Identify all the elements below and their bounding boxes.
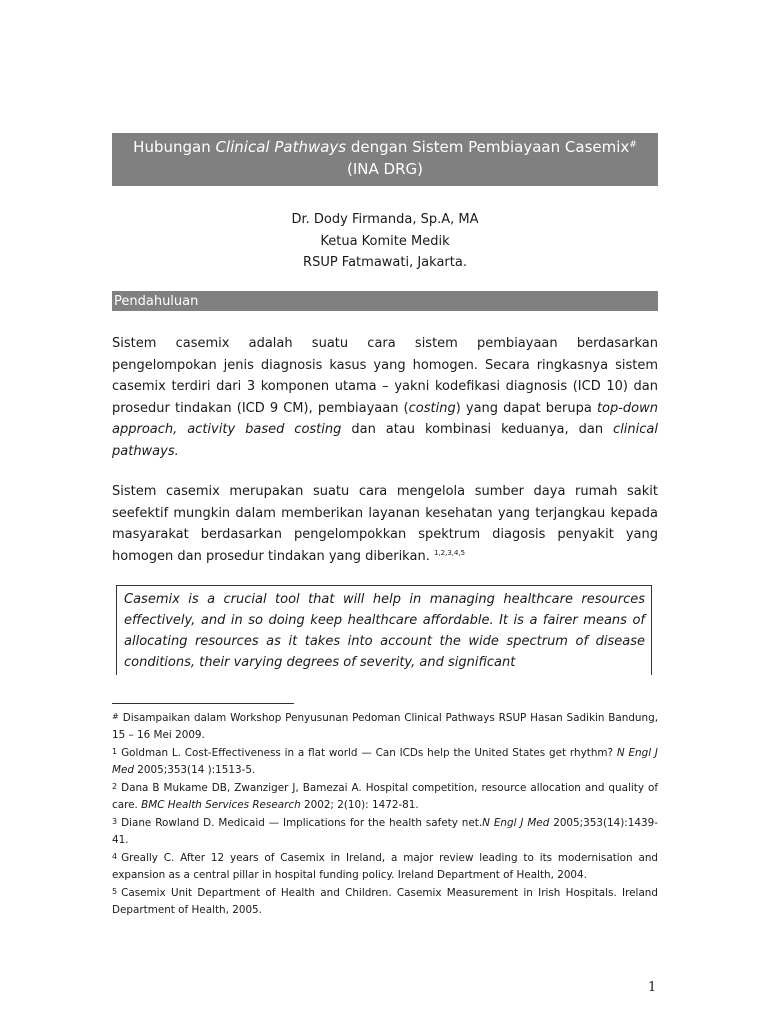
footnote-journal: BMC Health Services Research [141, 798, 301, 811]
p1-italic-3: clinical pathways. [112, 422, 658, 459]
footnote-citation: 2005;353(14 ):1513-5. [133, 763, 256, 776]
footnote-divider [112, 703, 294, 704]
footnote-mark: 2 [112, 782, 118, 791]
footnote-mark: 4 [112, 852, 118, 861]
quote-box [116, 585, 652, 675]
p1-text-1: Sistem casemix adalah suatu cara sistem pembiayaan berdasarkan pengelompokan jenis diagnosis kasus yang homogen. Secara ringkasnya sistem casemix terdiri dari 3 komponen utama – yakni kodefikasi diagnosis (ICD 10) dan prosedur tindakan (ICD 9 CM), pembiayaan ( [112, 336, 658, 416]
footnote-text: Dana B Mukame DB, Zwanziger J, Bamezai A. Hospital competition, resource allocation and quality of care. [112, 782, 658, 811]
title-suffix: dengan Sistem Pembiayaan Casemix [346, 138, 630, 156]
p2-text: Sistem casemix merupakan suatu cara mengelola sumber daya rumah sakit seefektif mungkin dalam memberikan layanan kesehatan yang terjangkau kepada masyarakat berdasarkan pengelompokkan spektrum diagosis penyakit yang homogen dan prosedur tindakan yang diberikan. [112, 484, 658, 564]
footnote-text: Casemix Unit Department of Health and Children. Casemix Measurement in Irish Hospitals. Ireland Department of Health, 2005. [112, 887, 658, 916]
footnote-text: Goldman L. Cost-Effectiveness in a flat world — Can ICDs help the United States get rhythm? [121, 747, 617, 759]
page-number: 1 [648, 980, 657, 995]
p1-italic-1: costing [408, 400, 456, 416]
footnotes [112, 710, 658, 920]
footnote-text: Greally C. After 12 years of Casemix in Ireland, a major review leading to its modernisation and expansion as a central pillar in hospital funding policy. Ireland Department of Health, 2004. [112, 852, 658, 881]
title-line-1 [112, 136, 658, 158]
p1-italic-2: top-down approach, activity based costing [112, 400, 659, 437]
footnote-journal: N Engl J Med [112, 747, 658, 776]
author-name: Dr. Dody Firmanda, Sp.A, MA [291, 212, 479, 227]
footnote-mark: # [112, 712, 119, 721]
author-position: Ketua Komite Medik [320, 233, 450, 249]
p1-text-2: ) yang dapat berupa [455, 400, 597, 416]
footnote-text: Disampaikan dalam Workshop Penyusunan Pedoman Clinical Pathways RSUP Hasan Sadikin Bandung, 15 – 16 Mei 2009. [112, 712, 658, 741]
footnote-item [112, 815, 658, 848]
p2-references: 1,2,3,4,5 [433, 548, 466, 557]
section-heading: Pendahuluan [112, 291, 658, 311]
quote-text: Casemix is a crucial tool that will help in managing healthcare resources effectively, and in so doing keep healthcare affordable. It is a fairer means of allocating resources as it takes into account the wide spectrum of disease conditions, their varying degrees of severity, and significant [124, 592, 645, 670]
footnote-item [112, 745, 658, 778]
footnote-citation: 2002; 2(10): 1472-81. [300, 798, 419, 811]
footnote-item [112, 780, 658, 813]
author-block [112, 209, 658, 274]
footnote-mark: 1 [112, 747, 118, 756]
footnote-citation: 2005;353(14):1439-41. [112, 817, 659, 846]
footnote-mark: 5 [112, 887, 118, 896]
paragraph-1 [112, 333, 658, 462]
footnote-journal: N Engl J Med [482, 817, 550, 829]
author-institution: RSUP Fatmawati, Jakarta. [303, 255, 467, 270]
footnote-item [112, 710, 658, 743]
paragraph-2 [112, 481, 658, 567]
title-footnote-mark: # [629, 140, 637, 150]
document-title [112, 133, 658, 186]
title-prefix: Hubungan [133, 138, 216, 156]
title-line-2: (INA DRG) [347, 160, 423, 178]
footnote-mark: 3 [112, 817, 118, 826]
p1-text-3: dan atau kombinasi keduanya, dan [341, 422, 614, 437]
footnote-item [112, 850, 658, 883]
footnote-item [112, 885, 658, 918]
footnote-text: Diane Rowland D. Medicaid — Implications for the health safety net. [121, 817, 483, 829]
title-italic: Clinical Pathways [215, 138, 347, 156]
